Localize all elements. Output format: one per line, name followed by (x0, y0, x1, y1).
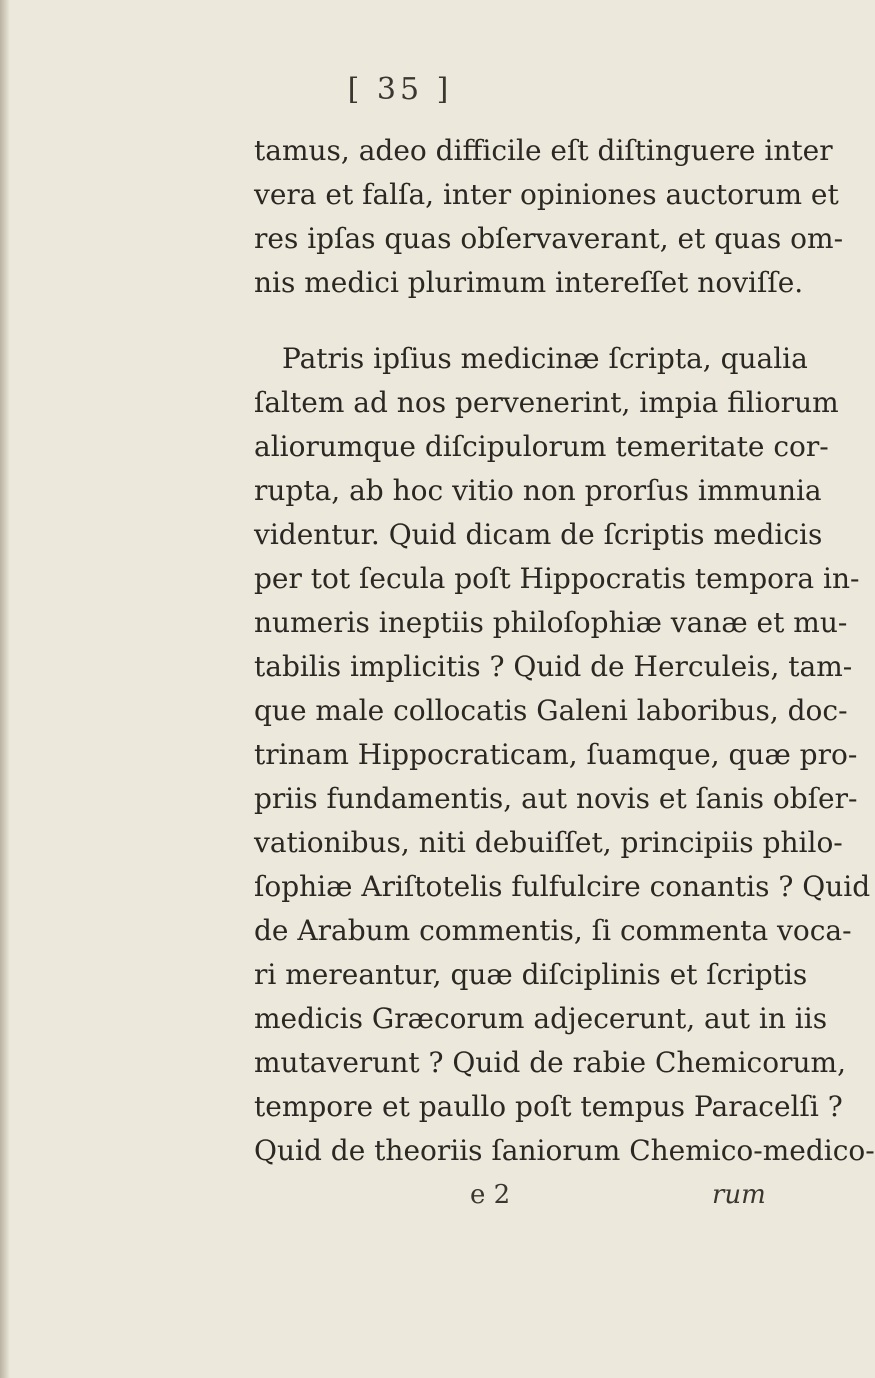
text-line: tamus, adeo difficile eſt diſtinguere inter (254, 134, 833, 167)
text-line: priis fundamentis, aut novis et ſanis obſer- (254, 782, 858, 815)
text-line: trinam Hippocraticam, ſuamque, quæ pro- (254, 738, 858, 771)
text-line: videntur. Quid dicam de ſcriptis medicis (254, 518, 823, 551)
text-line: tabilis implicitis ? Quid de Herculeis, tam- (254, 650, 853, 683)
catchword: rum (712, 1180, 766, 1210)
text-line: medicis Græcorum adjecerunt, aut in iis (254, 1002, 828, 1035)
text-line: aliorumque diſcipulorum temeritate cor- (254, 430, 829, 463)
text-line: vera et falſa, inter opiniones auctorum et (254, 178, 839, 211)
text-line: mutaverunt ? Quid de rabie Chemicorum, (254, 1046, 846, 1079)
text-line: vationibus, niti debuiſſet, principiis philo- (254, 826, 843, 859)
text-line: Patris ipſius medicinæ ſcripta, qualia (282, 342, 808, 375)
text-line: ſaltem ad nos pervenerint, impia filiorum (254, 386, 839, 419)
text-line: ri mereantur, quæ diſciplinis et ſcriptis (254, 958, 808, 991)
text-line: per tot ſecula poſt Hippocratis tempora in- (254, 562, 860, 595)
text-line: Quid de theoriis ſaniorum Chemico-medico- (254, 1134, 875, 1167)
page-number: [ 35 ] (347, 72, 453, 107)
text-line: rupta, ab hoc vitio non prorſus immunia (254, 474, 822, 507)
text-line: nis medici plurimum intereſſet noviſſe. (254, 266, 804, 299)
signature-mark: e 2 (470, 1180, 511, 1210)
text-line: que male collocatis Galeni laboribus, doc- (254, 694, 848, 727)
text-line: tempore et paullo poſt tempus Paracelſi ? (254, 1090, 843, 1123)
text-line: ſophiæ Ariſtotelis fulfulcire conantis ? Quid (254, 870, 871, 903)
text-line: res ipſas quas obſervaverant, et quas om- (254, 222, 844, 255)
text-line: de Arabum commentis, ſi commenta voca- (254, 914, 852, 947)
text-line: numeris ineptiis philoſophiæ vanæ et mu- (254, 606, 848, 639)
